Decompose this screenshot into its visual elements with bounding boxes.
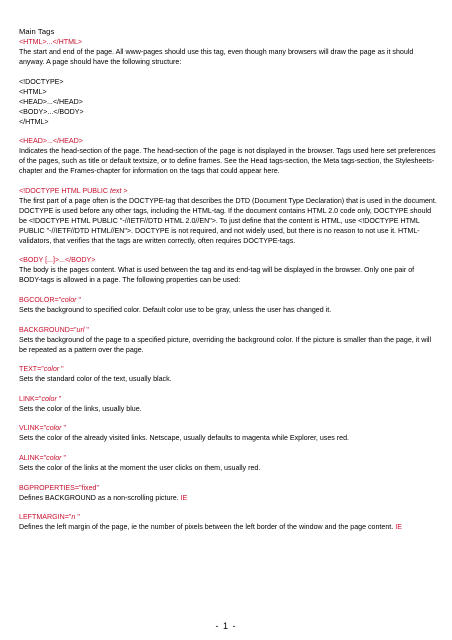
body-tag: <BODY [...]>...</BODY>	[19, 256, 96, 265]
property-name: BGPROPERTIES="fixed"	[19, 483, 100, 492]
property-text	[19, 364, 437, 384]
section-doctype	[19, 186, 437, 246]
structure-line: </HTML>	[19, 117, 49, 126]
property-leftmargin	[19, 512, 437, 532]
html-tag: <HTML>...</HTML>	[19, 38, 83, 46]
property-description: Sets the color of the already visited links. Netscape, usually defaults to magenta while Explorer, uses red.	[19, 434, 350, 443]
structure-line: <HTML>	[19, 87, 47, 96]
structure-line: <HEAD>...</HEAD>	[19, 97, 83, 106]
structure-line: <!DOCTYPE>	[19, 77, 64, 86]
doctype-tag-description: The first part of a page often is the DOCTYPE-tag that describes the DTD (Document Type Declaration) that is used in the document. DOCTYPE is used before any other tags, including the HTML-tag. If the document contains HTML 2.0 code only, DOCTYPE should be <!DOCTYPE HTML PUBLIC "-//IETF//DTD HTML 2.0//EN">. To just define that the content is HTML, use <!DOCTYPE HTML PUBLIC "-//IETF//DTD HTML//EN">. DOCTYPE is not required, and not widely used, but there is no reason to not use it. HTML-validators, that verifies that the tags are written correctly, often requires DOCTYPE-tags.	[19, 196, 437, 245]
structure-line: <BODY>...</BODY>	[19, 107, 84, 116]
page-number: - 1 -	[215, 621, 237, 631]
property-name: LINK="color "	[19, 394, 62, 403]
property-description: Defines BACKGROUND as a non-scrolling picture. IE	[19, 493, 188, 502]
body-tag-description: The body is the pages content. What is used between the tag and its end-tag will be displayed in the browser. Only one pair of BODY-tags is allowed in a page. The following properties can be used:	[19, 266, 415, 285]
property-background	[19, 325, 437, 355]
property-description: Sets the background of the page to a specified picture, overriding the background color. If the picture is smaller than the page, it will be repeated as a pattern over the page.	[19, 335, 432, 354]
property-link	[19, 394, 437, 414]
ie-badge: IE	[395, 523, 402, 532]
property-bgcolor	[19, 295, 437, 315]
property-description: Defines the left margin of the page, ie the number of pixels between the left border of the window and the page content. IE	[19, 523, 402, 532]
doctype-tag: <!DOCTYPE HTML PUBLIC text >	[19, 186, 128, 195]
property-name: BACKGROUND="url "	[19, 325, 89, 334]
section-body	[19, 255, 437, 285]
head-tag: <HEAD>...</HEAD>	[19, 137, 83, 146]
section-main-tags	[19, 27, 437, 67]
property-vlink	[19, 423, 437, 443]
property-alink	[19, 453, 437, 473]
property-name: LEFTMARGIN="n "	[19, 513, 80, 522]
html-tag-description: The start and end of the page. All www-pages should use this tag, even though many browsers will draw the page as it should anyway. A page should have the following structure:	[19, 48, 414, 66]
ie-badge: IE	[180, 493, 188, 502]
property-description: Sets the background to specified color. Default color use to be gray, unless the user has changed it.	[19, 305, 332, 314]
property-bgproperties	[19, 483, 437, 503]
property-name: BGCOLOR="color "	[19, 295, 82, 304]
head-tag-description: Indicates the head-section of the page. The head-section of the page is not displayed in the browser. Tags used here set preferences of the pages, such as title or default textsize, or to define frames. See the Head tags-section, the Meta tags-section, the Stylesheets-chapter and the Frames-chapter for information on the tags that could appear here.	[19, 147, 436, 176]
property-description: Sets the color of the links at the moment the user clicks on them, usually red.	[19, 463, 261, 472]
document-page	[19, 27, 437, 542]
property-name: ALINK="color "	[19, 453, 67, 462]
property-name: TEXT="color "	[19, 365, 64, 374]
property-description: Sets the standard color of the text, usually black.	[19, 375, 172, 384]
section-head	[19, 136, 437, 176]
structure-example	[19, 77, 437, 127]
property-description: Sets the color of the links, usually blue.	[19, 404, 142, 413]
section-heading: Main Tags	[19, 27, 55, 36]
property-name: VLINK="color "	[19, 424, 67, 433]
